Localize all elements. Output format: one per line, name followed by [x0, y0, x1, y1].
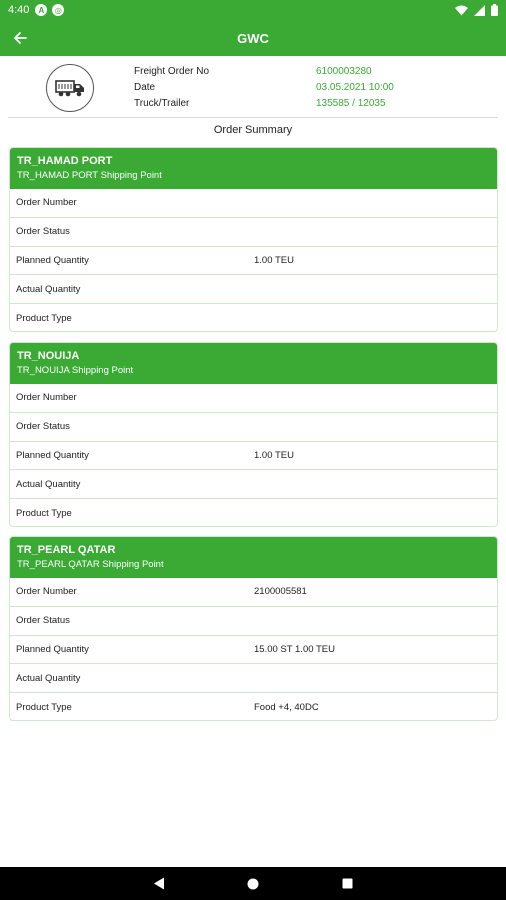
shield-notification-icon: ◎: [52, 4, 64, 16]
row-label: Product Type: [16, 508, 72, 520]
order-name: TR_NOUIJA: [17, 350, 80, 362]
row-label: Actual Quantity: [16, 283, 81, 295]
order-card-pearl-qatar[interactable]: [9, 536, 498, 721]
product-type-row: [10, 304, 497, 332]
nav-recents-button[interactable]: [339, 876, 355, 892]
row-label: Actual Quantity: [16, 478, 81, 490]
home-circle-icon: [247, 878, 259, 890]
actual-quantity-row: [10, 470, 497, 499]
nav-home-button[interactable]: [245, 876, 261, 892]
planned-quantity-row: [10, 247, 497, 276]
row-label: Order Number: [16, 197, 77, 209]
row-value: Food +4, 40DC: [254, 702, 319, 714]
truck-logo: [46, 64, 94, 112]
row-label: Order Number: [16, 586, 77, 598]
row-label: Order Number: [16, 392, 77, 404]
back-triangle-icon: [153, 877, 165, 890]
a-notification-icon: A: [35, 4, 47, 16]
order-card-hamad-port[interactable]: [9, 147, 498, 332]
order-name: TR_HAMAD PORT: [17, 155, 113, 167]
arrow-back-icon: [13, 31, 27, 45]
order-card-header: [10, 537, 497, 578]
order-card-header: [10, 148, 497, 189]
wifi-icon: [455, 5, 468, 16]
order-card-nouija[interactable]: [9, 342, 498, 527]
truck-trailer-row: [134, 98, 434, 114]
actual-quantity-row: [10, 664, 497, 693]
date-label: Date: [134, 82, 156, 93]
product-type-row: [10, 499, 497, 527]
order-card-header: [10, 343, 497, 384]
planned-quantity-row: [10, 442, 497, 471]
row-value: 15.00 ST 1.00 TEU: [254, 643, 335, 655]
order-name: TR_PEARL QATAR: [17, 544, 116, 556]
truck-trailer-value: 135585 / 12035: [316, 98, 386, 109]
row-label: Order Status: [16, 421, 70, 433]
freight-order-row: [134, 66, 434, 82]
shipping-point: TR_NOUIJA Shipping Point: [17, 365, 134, 376]
app-title: GWC: [237, 30, 269, 46]
row-label: Order Status: [16, 226, 70, 238]
freight-order-value: 6100003280: [316, 66, 372, 77]
nav-back-button[interactable]: [151, 876, 167, 892]
order-summary-title: Order Summary: [213, 124, 293, 136]
product-type-row: [10, 693, 497, 721]
truck-icon: [55, 78, 85, 98]
row-label: Planned Quantity: [16, 254, 89, 266]
row-label: Planned Quantity: [16, 449, 89, 461]
row-label: Product Type: [16, 313, 72, 325]
status-bar: [0, 0, 506, 20]
row-value: 1.00 TEU: [254, 254, 294, 266]
navigation-bar: [0, 867, 506, 900]
order-number-row: [10, 578, 497, 607]
planned-quantity-row: [10, 636, 497, 665]
header-divider: [8, 117, 498, 118]
recents-square-icon: [342, 878, 353, 889]
order-status-row: [10, 607, 497, 636]
freight-order-header: [0, 58, 506, 118]
row-value: 2100005581: [254, 586, 307, 598]
freight-order-label: Freight Order No: [134, 66, 210, 77]
order-status-row: [10, 218, 497, 247]
order-number-row: [10, 189, 497, 218]
row-label: Planned Quantity: [16, 643, 89, 655]
shipping-point: TR_HAMAD PORT Shipping Point: [17, 170, 162, 181]
date-value: 03.05.2021 10:00: [316, 82, 394, 93]
cellular-icon: [474, 5, 485, 16]
shipping-point: TR_PEARL QATAR Shipping Point: [17, 559, 164, 570]
actual-quantity-row: [10, 275, 497, 304]
order-number-row: [10, 384, 497, 413]
back-button[interactable]: [6, 24, 34, 52]
app-bar: [0, 20, 506, 56]
status-time: 4:40: [8, 4, 30, 16]
row-label: Order Status: [16, 615, 70, 627]
battery-icon: [491, 4, 498, 16]
row-label: Actual Quantity: [16, 672, 81, 684]
order-status-row: [10, 413, 497, 442]
row-label: Product Type: [16, 702, 72, 714]
date-row: [134, 82, 434, 98]
row-value: 1.00 TEU: [254, 449, 294, 461]
truck-trailer-label: Truck/Trailer: [134, 98, 190, 109]
